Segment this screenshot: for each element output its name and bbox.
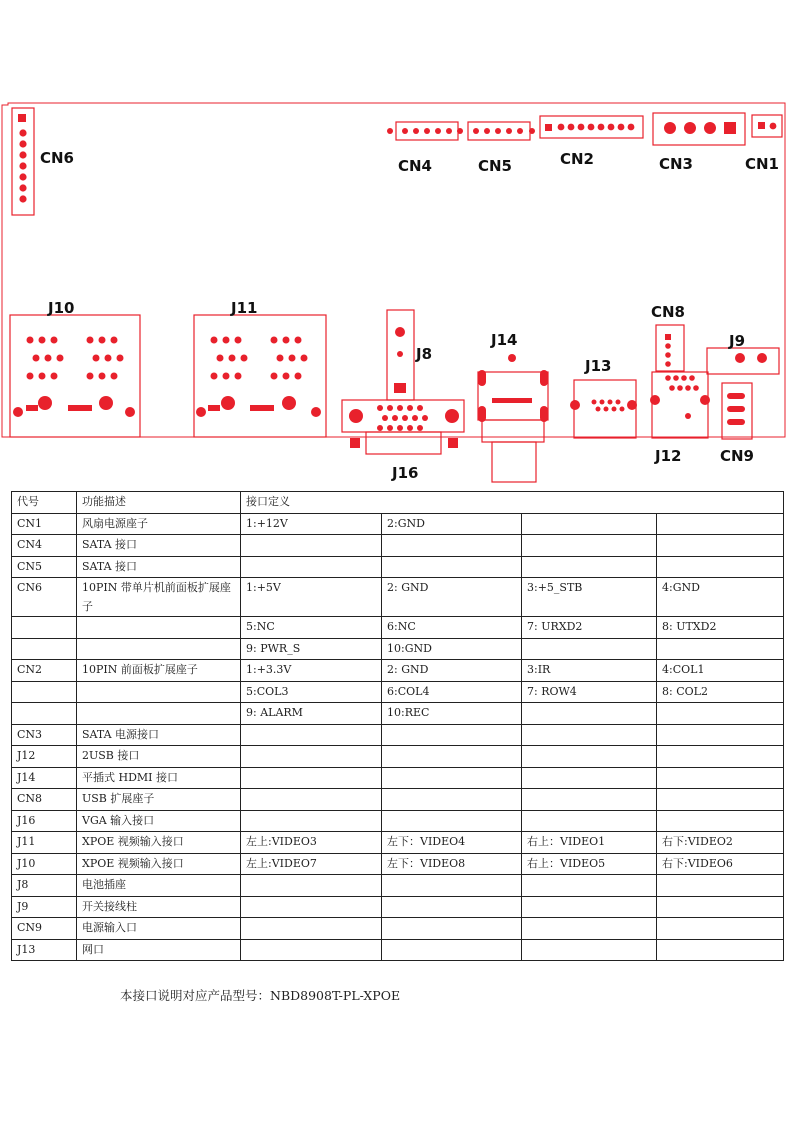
table-cell bbox=[241, 746, 382, 768]
table-body bbox=[12, 513, 784, 961]
table-cell bbox=[77, 703, 241, 725]
table-cell bbox=[522, 896, 657, 918]
table-cell: 开关接线柱 bbox=[77, 896, 241, 918]
table-cell: 电池插座 bbox=[77, 875, 241, 897]
table-cell bbox=[382, 767, 522, 789]
table-cell: 9: ALARM bbox=[241, 703, 382, 725]
label-J9: J9 bbox=[729, 332, 746, 350]
table-cell bbox=[657, 789, 784, 811]
table-cell: 右下:VIDEO6 bbox=[657, 853, 784, 875]
table-cell: 右下:VIDEO2 bbox=[657, 832, 784, 854]
table-cell: SATA 接口 bbox=[77, 535, 241, 557]
table-cell: J10 bbox=[12, 853, 77, 875]
table-cell: 风扇电源座子 bbox=[77, 513, 241, 535]
table-cell: 2: GND bbox=[382, 578, 522, 617]
table-cell: CN3 bbox=[12, 724, 77, 746]
table-cell bbox=[241, 918, 382, 940]
table-cell: J16 bbox=[12, 810, 77, 832]
table-cell: J8 bbox=[12, 875, 77, 897]
table-cell: 2:GND bbox=[382, 513, 522, 535]
table-cell bbox=[382, 939, 522, 961]
table-cell bbox=[657, 918, 784, 940]
table-cell bbox=[12, 617, 77, 639]
table-cell: 6:COL4 bbox=[382, 681, 522, 703]
table-cell: 10PIN 前面板扩展座子 bbox=[77, 660, 241, 682]
table-cell: J9 bbox=[12, 896, 77, 918]
table-row bbox=[12, 681, 784, 703]
table-cell: 左上:VIDEO3 bbox=[241, 832, 382, 854]
table-cell: 8: COL2 bbox=[657, 681, 784, 703]
table-cell: CN9 bbox=[12, 918, 77, 940]
table-row bbox=[12, 638, 784, 660]
table-cell bbox=[657, 513, 784, 535]
table-row bbox=[12, 746, 784, 768]
table-cell: 网口 bbox=[77, 939, 241, 961]
table-cell: CN5 bbox=[12, 556, 77, 578]
table-cell: 3:+5_STB bbox=[522, 578, 657, 617]
table-cell: 右上：VIDEO5 bbox=[522, 853, 657, 875]
table-cell bbox=[382, 875, 522, 897]
table-cell bbox=[522, 724, 657, 746]
table-cell: 左下：VIDEO4 bbox=[382, 832, 522, 854]
table-row bbox=[12, 660, 784, 682]
table-cell: 1:+3.3V bbox=[241, 660, 382, 682]
table-cell: J11 bbox=[12, 832, 77, 854]
table-cell: 10PIN 带单片机前面板扩展座子 bbox=[77, 578, 241, 617]
table-cell: 1:+5V bbox=[241, 578, 382, 617]
label-CN3: CN3 bbox=[659, 155, 693, 173]
table-cell: SATA 电源接口 bbox=[77, 724, 241, 746]
table-row bbox=[12, 789, 784, 811]
table-cell bbox=[241, 896, 382, 918]
table-cell bbox=[522, 789, 657, 811]
label-CN1: CN1 bbox=[745, 155, 779, 173]
table-row bbox=[12, 767, 784, 789]
label-CN6: CN6 bbox=[40, 149, 74, 167]
table-cell bbox=[657, 746, 784, 768]
table-row bbox=[12, 875, 784, 897]
table-cell: 4:GND bbox=[657, 578, 784, 617]
label-J16: J16 bbox=[392, 464, 419, 482]
table-cell bbox=[522, 875, 657, 897]
table-cell: 5:NC bbox=[241, 617, 382, 639]
table-cell: 平插式 HDMI 接口 bbox=[77, 767, 241, 789]
table-cell bbox=[657, 939, 784, 961]
table-cell: 5:COL3 bbox=[241, 681, 382, 703]
table-cell bbox=[522, 513, 657, 535]
table-cell bbox=[12, 703, 77, 725]
table-cell: 3:IR bbox=[522, 660, 657, 682]
label-CN8: CN8 bbox=[651, 303, 685, 321]
table-cell bbox=[12, 681, 77, 703]
label-J14: J14 bbox=[491, 331, 518, 349]
table-cell: 7: ROW4 bbox=[522, 681, 657, 703]
table-cell bbox=[522, 810, 657, 832]
table-cell bbox=[241, 556, 382, 578]
table-cell: 1:+12V bbox=[241, 513, 382, 535]
table-cell: 左上:VIDEO7 bbox=[241, 853, 382, 875]
table-cell: 4:COL1 bbox=[657, 660, 784, 682]
table-cell bbox=[77, 617, 241, 639]
table-cell bbox=[522, 939, 657, 961]
table-cell: 10:GND bbox=[382, 638, 522, 660]
label-J12: J12 bbox=[655, 447, 682, 465]
table-cell bbox=[382, 556, 522, 578]
table-cell bbox=[657, 724, 784, 746]
table-row bbox=[12, 617, 784, 639]
label-J10: J10 bbox=[48, 299, 75, 317]
table-cell bbox=[522, 535, 657, 557]
interface-table bbox=[11, 491, 784, 961]
table-cell: SATA 接口 bbox=[77, 556, 241, 578]
table-cell bbox=[241, 875, 382, 897]
label-J13: J13 bbox=[585, 357, 612, 375]
table-cell bbox=[657, 535, 784, 557]
model-note: 本接口说明对应产品型号：NBD8908T-PL-XPOE bbox=[120, 988, 401, 1003]
table-cell: 8: UTXD2 bbox=[657, 617, 784, 639]
table-row bbox=[12, 535, 784, 557]
table-row bbox=[12, 724, 784, 746]
table-cell bbox=[241, 939, 382, 961]
label-J11: J11 bbox=[231, 299, 258, 317]
table-cell bbox=[522, 746, 657, 768]
table-cell: USB 扩展座子 bbox=[77, 789, 241, 811]
table-cell bbox=[382, 724, 522, 746]
table-cell bbox=[522, 638, 657, 660]
table-cell: 2USB 接口 bbox=[77, 746, 241, 768]
table-cell bbox=[657, 875, 784, 897]
table-cell bbox=[522, 703, 657, 725]
table-cell: CN2 bbox=[12, 660, 77, 682]
table-cell: J12 bbox=[12, 746, 77, 768]
table-cell: CN4 bbox=[12, 535, 77, 557]
table-cell bbox=[382, 918, 522, 940]
table-cell: 7: URXD2 bbox=[522, 617, 657, 639]
header-definition: 接口定义 bbox=[241, 492, 784, 514]
table-cell: XPOE 视频输入接口 bbox=[77, 832, 241, 854]
label-CN9: CN9 bbox=[720, 447, 754, 465]
table-cell: CN8 bbox=[12, 789, 77, 811]
table-cell bbox=[382, 535, 522, 557]
table-cell bbox=[657, 896, 784, 918]
table-row bbox=[12, 832, 784, 854]
table-cell bbox=[657, 703, 784, 725]
table-row bbox=[12, 513, 784, 535]
table-cell: J13 bbox=[12, 939, 77, 961]
table-cell: VGA 输入接口 bbox=[77, 810, 241, 832]
table-row bbox=[12, 810, 784, 832]
table-cell bbox=[241, 810, 382, 832]
table-cell bbox=[12, 638, 77, 660]
table-cell bbox=[522, 918, 657, 940]
table-cell bbox=[657, 556, 784, 578]
table-row bbox=[12, 556, 784, 578]
table-cell: 10:REC bbox=[382, 703, 522, 725]
table-cell bbox=[657, 638, 784, 660]
table-cell bbox=[77, 681, 241, 703]
table-cell bbox=[657, 810, 784, 832]
label-CN4: CN4 bbox=[398, 157, 432, 175]
table-row bbox=[12, 896, 784, 918]
table-cell bbox=[522, 556, 657, 578]
table-cell: 6:NC bbox=[382, 617, 522, 639]
table-row bbox=[12, 853, 784, 875]
table-cell: CN1 bbox=[12, 513, 77, 535]
table-cell bbox=[382, 746, 522, 768]
table-cell: 9: PWR_S bbox=[241, 638, 382, 660]
table-cell bbox=[241, 767, 382, 789]
table-cell bbox=[382, 810, 522, 832]
label-CN2: CN2 bbox=[560, 150, 594, 168]
label-J8: J8 bbox=[416, 345, 433, 363]
table-cell: XPOE 视频输入接口 bbox=[77, 853, 241, 875]
board-layout-diagram bbox=[0, 100, 793, 485]
table-cell bbox=[657, 767, 784, 789]
table-cell bbox=[241, 724, 382, 746]
header-function: 功能描述 bbox=[77, 492, 241, 514]
table-cell bbox=[77, 638, 241, 660]
table-row bbox=[12, 918, 784, 940]
table-cell: 2: GND bbox=[382, 660, 522, 682]
table-row bbox=[12, 578, 784, 617]
table-row bbox=[12, 939, 784, 961]
table-cell: 左下：VIDEO8 bbox=[382, 853, 522, 875]
table-cell bbox=[241, 535, 382, 557]
header-code: 代号 bbox=[12, 492, 77, 514]
label-CN5: CN5 bbox=[478, 157, 512, 175]
table-cell: J14 bbox=[12, 767, 77, 789]
table-cell: 右上：VIDEO1 bbox=[522, 832, 657, 854]
table-header-row bbox=[12, 492, 784, 514]
table-cell bbox=[522, 767, 657, 789]
table-cell bbox=[241, 789, 382, 811]
table-cell: CN6 bbox=[12, 578, 77, 617]
table-cell bbox=[382, 896, 522, 918]
table-row bbox=[12, 703, 784, 725]
table-cell bbox=[382, 789, 522, 811]
table-cell: 电源输入口 bbox=[77, 918, 241, 940]
